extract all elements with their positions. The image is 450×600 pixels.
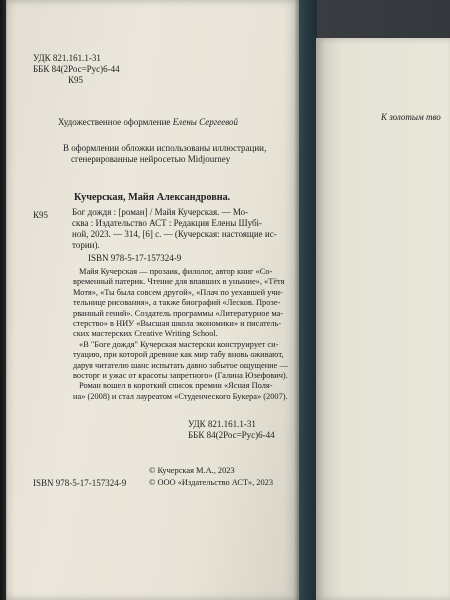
- annotation-line: Роман вошел в короткий список премии «Ясная Поля-: [79, 381, 273, 391]
- isbn-middle: ISBN 978-5-17-157324-9: [88, 253, 182, 263]
- annotation: [73, 267, 288, 402]
- annotation-line: тельнице рисования», а также биографий «Лесков. Прозе-: [73, 298, 281, 308]
- bbk-code-bottom: ББК 84(2Рос=Рус)6-44: [188, 430, 275, 440]
- annotation-line: «В "Боге дождя" Кучерская мастерски конструирует си-: [79, 339, 279, 349]
- annotation-line: на» (2008) и стал лауреатом «Студенческого Букера» (2007).: [73, 391, 288, 401]
- udk-code-bottom: УДК 821.161.1-31: [188, 419, 256, 429]
- author-mark-side: К95: [33, 210, 49, 220]
- book-spine-gutter: [299, 0, 317, 600]
- isbn-bottom: ISBN 978-5-17-157324-9: [33, 478, 127, 488]
- bib-line: ной, 2023. — 314, [6] с. — (Кучерская: настоящие ис-: [72, 229, 277, 239]
- annotation-line: рванный гений». Создатель программы «Литературное ма-: [73, 308, 284, 318]
- design-credit-prefix: Художественное оформление: [58, 117, 173, 127]
- copyright-publisher: © ООО «Издательство АСТ», 2023: [149, 478, 274, 487]
- annotation-line: ских мастерских Creative Writing School.: [73, 329, 218, 339]
- design-credit-name: Елены Сергеевой: [172, 117, 238, 127]
- annotation-line: туацию, при которой древние как мир табу вновь оживают,: [73, 350, 284, 360]
- annotation-line: стерство» в НИУ «Высшая школа экономики» и писатель-: [73, 319, 282, 329]
- author-heading: Кучерская, Майя Александровна.: [74, 192, 231, 203]
- annotation-line: временный патерик. Чтение для впавших в уныние», «Тётя: [73, 277, 285, 287]
- bibliographic-record: [72, 207, 277, 251]
- design-credit: [58, 117, 238, 128]
- annotation-line: даруя читателю шанс испытать давно забытое ощущение —: [73, 360, 288, 370]
- udk-code-top: УДК 821.161.1-31: [33, 53, 101, 63]
- annotation-line: восторг и ужас от красоты запретного» (Галина Юзефович).: [73, 371, 288, 381]
- annotation-line: Мотя», «Ты была совсем другой», «Плач по уехавшей учи-: [73, 287, 283, 297]
- cover-note-line-2: сгенерированные нейросетью Midjourney: [71, 154, 231, 164]
- bib-line: сква : Издательство АСТ : Редакция Елены Шубі-: [72, 218, 263, 228]
- author-mark-top: К95: [68, 75, 84, 85]
- cover-note-line-1: В оформлении обложки использованы иллюстрации,: [63, 143, 267, 153]
- bib-line: Бог дождя : [роман] / Майя Кучерская. — Мо-: [72, 207, 249, 217]
- page-edge-shadow: [0, 0, 8, 600]
- copyright-author: © Кучерская М.А., 2023: [149, 466, 235, 475]
- annotation-line: Майя Кучерская — прозаик, филолог, автор книг «Со-: [79, 267, 273, 276]
- bib-line: тории).: [72, 240, 100, 250]
- bbk-code-top: ББК 84(2Рос=Рус)6-44: [33, 64, 120, 74]
- dedication-text: К золотым тво: [381, 112, 441, 122]
